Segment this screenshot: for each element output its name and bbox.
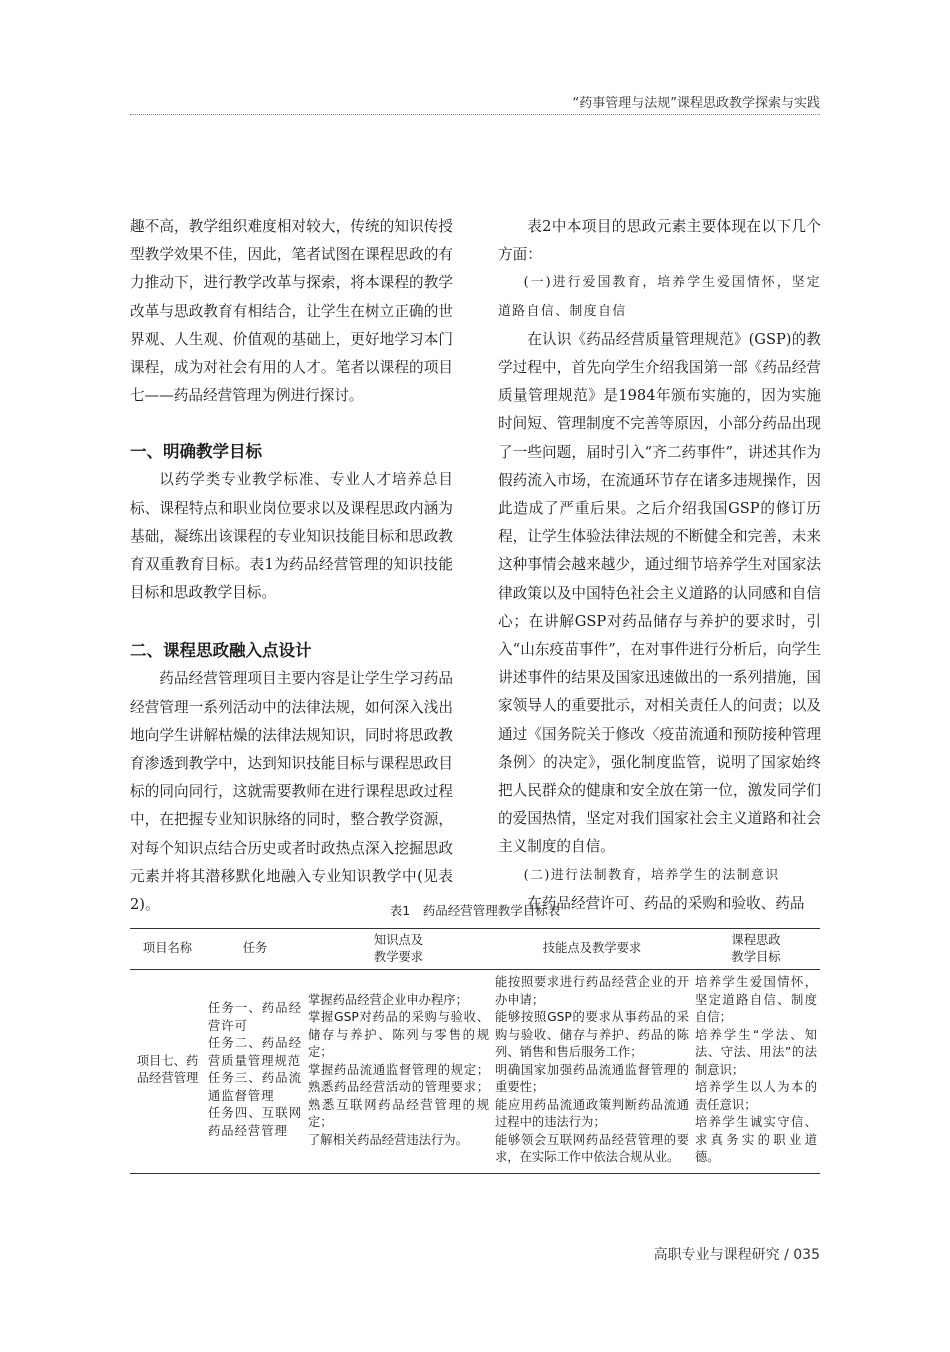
skill-item: 能够领会互联网药品经营管理的要求，在实际工作中依法合规从业。 bbox=[495, 1132, 689, 1164]
section1-paragraph: 以药学类专业教学标准、专业人才培养总目标、课程特点和职业岗位要求以及课程思政内涵为基础，凝练出该课程的专业知识技能目标和思政教育双重教育目标。表1为药品经营管理的知识技能目标和思政教学目标。 bbox=[130, 471, 453, 602]
journal-name: 高职专业与课程研究 bbox=[653, 1247, 780, 1263]
page-number: 035 bbox=[793, 1247, 820, 1263]
header-task: 任务 bbox=[205, 929, 305, 970]
task-item: 任务一、药品经营许可 bbox=[208, 1001, 302, 1033]
header-knowledge-line1: 知识点及 bbox=[373, 932, 424, 947]
right-column bbox=[498, 213, 821, 918]
header-project-name: 项目名称 bbox=[130, 929, 205, 970]
knowledge-item: 掌握药品经营企业申办程序； bbox=[308, 992, 468, 1007]
skill-item: 明确国家加强药品流通监督管理的重要性； bbox=[495, 1062, 689, 1094]
task-item: 任务三、药品流通监督管理 bbox=[208, 1071, 302, 1103]
lead-paragraph: 表2中本项目的思政元素主要体现在以下几个方面： bbox=[498, 218, 821, 264]
section-title-teaching-goals: 一、明确教学目标 bbox=[130, 442, 262, 462]
cell-knowledge bbox=[305, 970, 492, 1174]
ideology-item: 培养学生诚实守信、求真务实的职业道德。 bbox=[695, 1115, 817, 1164]
ideology-item: 培养学生爱国情怀，坚定道路自信、制度自信； bbox=[695, 975, 817, 1024]
subsection2-paragraph: 在药品经营许可、药品的采购和验收、药品 bbox=[527, 894, 805, 912]
table-header-row bbox=[130, 929, 820, 970]
table-row bbox=[130, 970, 820, 1174]
running-header: “药事管理与法规”课程思政教学探索与实践 bbox=[572, 96, 820, 111]
header-knowledge-line2: 教学要求 bbox=[373, 950, 424, 964]
skill-item: 能够按照GSP的要求从事药品的采购与验收、储存与养护、药品的陈列、销售和售后服务工作； bbox=[495, 1010, 689, 1059]
section-title-integration-design: 二、课程思政融入点设计 bbox=[130, 641, 312, 661]
table-caption: 表1 药品经营管理教学目标表 bbox=[389, 903, 561, 918]
teaching-goals-table bbox=[130, 928, 820, 1174]
section2-paragraph: 药品经营管理项目主要内容是让学生学习药品经营管理一系列活动中的法律法规，如何深入浅出地向学生讲解枯燥的法律法规知识，同时将思政教育渗透到教学中，达到知识技能目标与课程思政目标的同向同行，这就需要教师在进行课程思政过程中，在把握专业知识脉络的同时，整合教学资源，对每个知识点结合历史或者时政热点深入挖掘思政元素并将其潜移默化地融入专业知识教学中(见表2)。 bbox=[130, 670, 453, 914]
task-item: 任务二、药品经营质量管理规范 bbox=[208, 1036, 302, 1068]
knowledge-item: 掌握药品流通监督管理的规定；熟悉药品经营活动的管理要求；熟悉互联网药品经营管理的规定； bbox=[308, 1062, 489, 1129]
left-column bbox=[130, 213, 453, 919]
cell-tasks bbox=[205, 970, 305, 1174]
subsection-title-legal-education: (二)进行法制教育，培养学生的法制意识 bbox=[523, 867, 780, 883]
cell-skills bbox=[492, 970, 692, 1174]
header-skill: 技能点及教学要求 bbox=[492, 929, 692, 970]
task-item: 任务四、互联网药品经营管理 bbox=[208, 1106, 302, 1138]
cell-project: 项目七、药品经营管理 bbox=[130, 970, 205, 1174]
ideology-item: 培养学生以人为本的责任意识； bbox=[695, 1080, 817, 1112]
subsection1-paragraph: 在认识《药品经营质量管理规范》(GSP)的教学过程中，首先向学生介绍我国第一部《药品经营质量管理规范》是1984年颁布实施的，因为实施时间短、管理制度不完善等原因，小部分药品出现了一些问题，届时引入“齐二药事件”，讲述其作为假药流入市场，在流通环节存在诸多违规操作，因此造成了严重后果。之后介绍我国GSP的修订历程，让学生体验法律法规的不断健全和完善，未来这种事情会越来越少，通过细节培养学生对国家法律政策以及中国特色社会主义道路的认同感和自信心；在讲解GSP对药品储存与养护的要求时，引入“山东疫苗事件”，在对事件进行分析后，向学生讲述事件的结果及国家迅速做出的一系列措施，国家领导人的重要批示，对相关责任人的问责；以及通过《国务院关于修改〈疫苗流通和预防接种管理条例〉的决定》，强化制度监管，说明了国家始终把人民群众的健康和安全放在第一位，激发同学们的爱国热情，坚定对我们国家社会主义道路和社会主义制度的自信。 bbox=[498, 330, 821, 856]
intro-paragraph: 趣不高，教学组织难度相对较大，传统的知识传授型教学效果不佳，因此，笔者试图在课程思政的有力推动下，进行教学改革与探索，将本课程的教学改革与思政教育有相结合，让学生在树立正确的世界观、人生观、价值观的基础上，更好地学习本门课程，成为对社会有用的人才。笔者以课程的项目七——药品经营管理为例进行探讨。 bbox=[130, 218, 453, 405]
header-ideology bbox=[692, 929, 820, 970]
knowledge-item: 了解相关药品经营违法行为。 bbox=[308, 1132, 468, 1147]
page-footer bbox=[654, 1244, 820, 1264]
subsection-title-patriotism: (一)进行爱国教育，培养学生爱国情怀，坚定道路自信、制度自信 bbox=[498, 275, 821, 319]
cell-ideology bbox=[692, 970, 820, 1174]
header-knowledge bbox=[305, 929, 492, 970]
skill-item: 能按照要求进行药品经营企业的开办申请； bbox=[495, 975, 689, 1007]
ideology-item: 培养学生“学法、知法、守法、用法”的法制意识； bbox=[695, 1027, 817, 1077]
header-divider bbox=[130, 114, 820, 115]
skill-item: 能应用药品流通政策判断药品流通过程中的违法行为； bbox=[495, 1097, 689, 1129]
footer-separator: / bbox=[784, 1247, 789, 1263]
header-ideology-line1: 课程思政 bbox=[731, 932, 781, 947]
header-ideology-line2: 教学目标 bbox=[731, 950, 781, 964]
knowledge-item: 掌握GSP对药品的采购与验收、储存与养护、陈列与零售的规定； bbox=[308, 1010, 489, 1059]
